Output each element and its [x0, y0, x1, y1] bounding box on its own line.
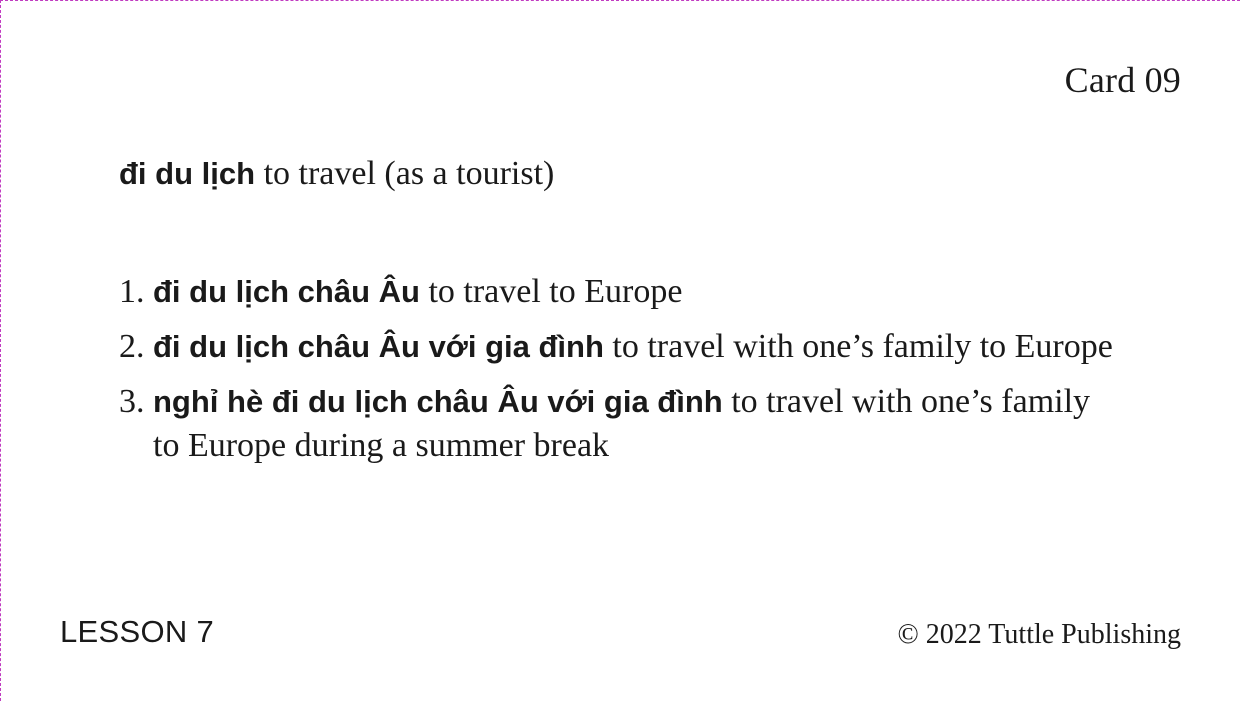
example-item [119, 380, 1119, 468]
example-english: to travel to Europe [428, 273, 683, 310]
headword-english: to travel (as a tourist) [263, 155, 555, 192]
lesson-label: LESSON 7 [60, 614, 215, 649]
example-english: to travel with one’s family to Europe [612, 328, 1113, 365]
example-vietnamese: đi du lịch châu Âu với gia đình [153, 329, 604, 364]
card-number: Card 09 [1064, 60, 1181, 100]
headword [119, 152, 554, 196]
example-number: 1. [119, 273, 145, 310]
example-item [119, 270, 1119, 314]
example-number: 2. [119, 328, 145, 365]
example-vietnamese: nghỉ hè đi du lịch châu Âu với gia đình [153, 384, 723, 419]
copyright-notice: © 2022 Tuttle Publishing [897, 619, 1181, 650]
headword-vietnamese: đi du lịch [119, 156, 256, 191]
example-english: to travel with one’s family to Europe during a summer break [153, 383, 1091, 464]
example-number: 3. [119, 383, 145, 420]
example-list [119, 270, 1119, 479]
example-vietnamese: đi du lịch châu Âu [153, 274, 420, 309]
example-item [119, 325, 1119, 369]
